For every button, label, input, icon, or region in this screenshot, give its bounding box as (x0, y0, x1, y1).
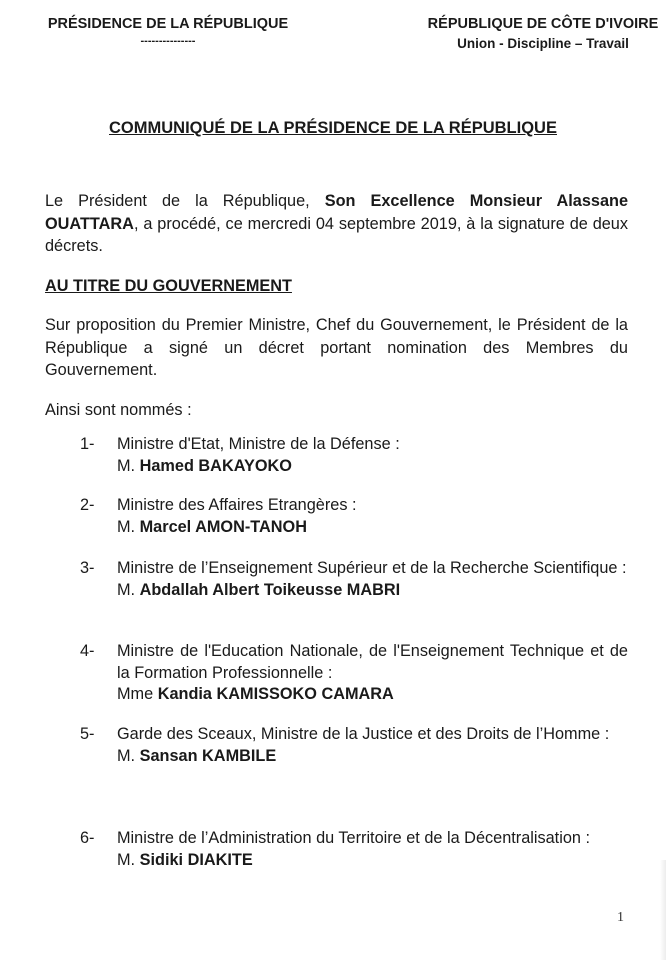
header-presidency-title: PRÉSIDENCE DE LA RÉPUBLIQUE (47, 16, 289, 32)
appointment-number: 2- (80, 496, 95, 514)
appointment-item (45, 828, 628, 871)
appointment-name: Hamed BAKAYOKO (139, 456, 292, 475)
section-title: AU TITRE DU GOUVERNEMENT (45, 277, 292, 295)
appointment-name: Abdallah Albert Toikeusse MABRI (139, 580, 401, 599)
intro-president-name: Son Excellence Monsieur Alassane OUATTARA (45, 192, 628, 233)
appointment-name: Sidiki DIAKITE (139, 850, 253, 869)
appointment-honorific: M. (117, 746, 140, 765)
appointment-number: 4- (80, 642, 95, 660)
appointment-name: Sansan KAMBILE (139, 746, 277, 765)
appointment-office: Ministre des Affaires Etrangères : (117, 496, 357, 514)
intro-text-after: , a procédé, ce mercredi 04 septembre 2019, à la signature de deux décrets. (45, 214, 628, 255)
section-paragraph: Sur proposition du Premier Ministre, Chef du Gouvernement, le Président de la République a signé un décret portant nomination des Membres du Gouvernement. (45, 316, 628, 379)
appointment-item (45, 641, 628, 706)
appointment-name: Kandia KAMISSOKO CAMARA (157, 685, 394, 703)
appointment-number: 3- (80, 559, 95, 577)
appointment-item (45, 724, 628, 767)
appointment-office: Ministre de l’Administration du Territoire et de la Décentralisation : (117, 829, 590, 847)
page-number: 1 (617, 910, 624, 925)
appointment-office: Ministre de l'Education Nationale, de l'Enseignement Technique et de la Formation Professionnelle : (117, 642, 628, 682)
appointed-intro: Ainsi sont nommés : (45, 401, 192, 419)
appointment-office: Garde des Sceaux, Ministre de la Justice et des Droits de l’Homme : (117, 725, 610, 743)
appointment-number: 6- (80, 829, 95, 847)
appointment-honorific: M. (117, 850, 140, 869)
header-presidency (44, 15, 292, 49)
intro-text-before: Le Président de la République, (45, 192, 325, 210)
appointment-honorific: M. (117, 580, 140, 599)
header-republic (420, 15, 666, 53)
appointment-name: Marcel AMON-TANOH (139, 517, 307, 536)
header-separator: --------------- (140, 35, 196, 47)
appointment-office: Ministre de l’Enseignement Supérieur et de la Recherche Scientifique : (117, 559, 627, 577)
appointment-number: 5- (80, 725, 95, 743)
appointment-item (45, 495, 628, 538)
document-title: COMMUNIQUÉ DE LA PRÉSIDENCE DE LA RÉPUBLIQUE (109, 119, 557, 137)
appointment-honorific: Mme (117, 685, 158, 703)
appointment-item (45, 558, 628, 601)
appointment-item (45, 434, 628, 477)
appointment-office: Ministre d'Etat, Ministre de la Défense : (117, 435, 400, 453)
appointment-honorific: M. (117, 517, 140, 536)
header-motto: Union - Discipline – Travail (457, 36, 629, 51)
appointment-number: 1- (80, 435, 95, 453)
header-republic-title: RÉPUBLIQUE DE CÔTE D'IVOIRE (427, 16, 659, 32)
appointment-honorific: M. (117, 456, 140, 475)
page-edge-shadow (660, 860, 666, 960)
intro-paragraph (45, 190, 628, 258)
